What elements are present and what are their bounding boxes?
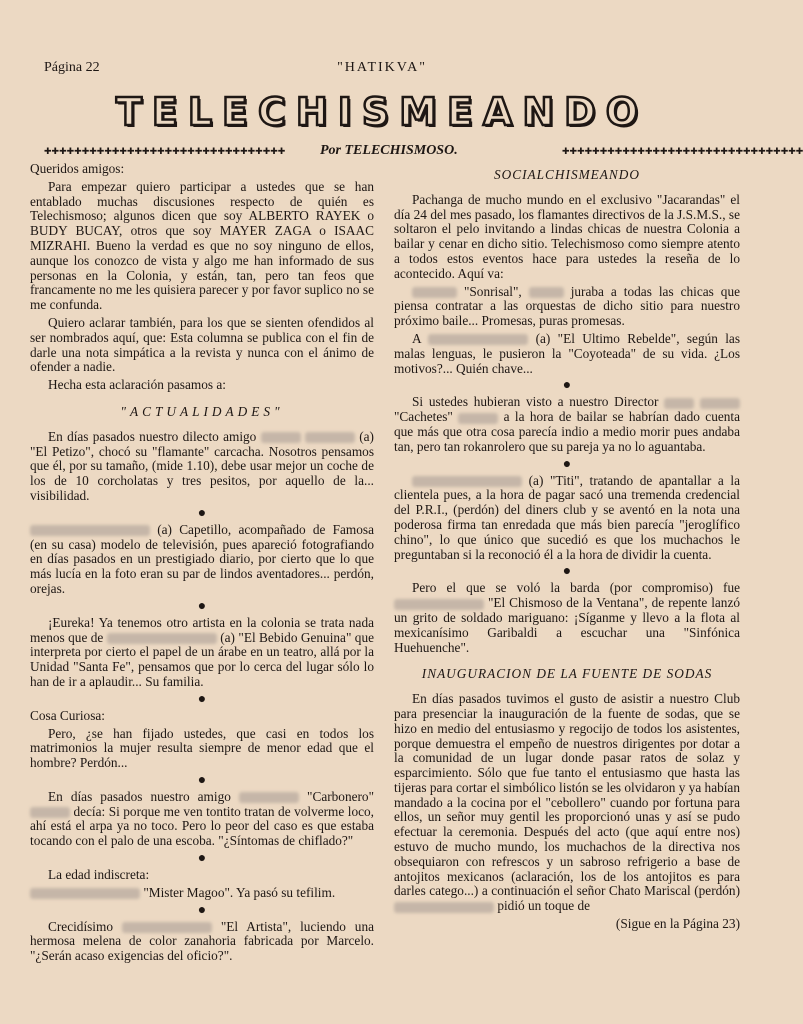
redacted-name: [529, 287, 564, 298]
section-heading-inauguracion: INAUGURACION DE LA FUENTE DE SODAS: [421, 666, 713, 682]
redacted-name: [30, 525, 150, 536]
page-number: Página 22: [44, 60, 100, 75]
redacted-name: [394, 902, 494, 913]
redacted-name: [428, 334, 528, 345]
news-item: ¡Eureka! Ya tenemos otro artista en la colonia se trata nada menos que de (a) "El Bebido Genuina" que interpreta por cierto el papel de un árabe en un teatro, allá por la Unidad "Santa Fe", pensamos que por lo cerca del lugar sólo lo han de ir a aplaudir... Su familia.: [30, 614, 374, 689]
redacted-name: [394, 599, 484, 610]
redacted-name: [664, 398, 694, 409]
redacted-name: [412, 287, 457, 298]
news-item: Pero el que se voló la barda (por compromiso) fue "El Chismoso de la Ventana", de repente lanzó un grito de soldado mariguano: ¡Síganme y llevo a la flota al mexicanísimo Garibaldi a escuchar una "Sinfónica Huehuenche".: [394, 580, 740, 655]
paragraph: En días pasados tuvimos el gusto de asistir a nuestro Club para presenciar la inauguración de la fuente de sodas, que se hizo en medio del entusiasmo y regocijo de todos los asistentes, porque demuestra el empeño de nuestros dirigentes por dotar a la comunidad de un lugar donde pasar ratos de solaz y esparcimiento. Sólo que fue tanto el entusiasmo que hasta las tijeras para cortar el simbólico listón se les olvidaron y ya habían mandado a la cocina por el "cebollero" cuando por fortuna para ellos, un señor muy gentil les proporcionó unas y así se pudo efectuar la ceremonia. Después del acto (que aquí entre nos) estuvo de mucho mundo, los muchachos de la directiva nos obsequiaron con refrescos y un sabroso refrigerio a base de antojitos mexicanos (aclaración, los de los antojitos es para darles catego...) a continuación el señor Chato Mariscal (perdón) pidió un toque de: [394, 691, 740, 914]
bullet-dot: ●: [562, 378, 572, 394]
column-title: TELECHISMEANDO: [115, 90, 649, 134]
paragraph: Quiero aclarar también, para los que se sienten ofendidos al ser nombrados aquí, que: Esta columna se publica con el fin de darle una nota simpática a la revista y nunca con el ánimo de ofender a nadie.: [30, 314, 374, 375]
redacted-name: [700, 398, 740, 409]
bullet-dot: ●: [562, 564, 572, 580]
bullet-dot: ●: [197, 902, 207, 918]
news-item: En días pasados nuestro dilecto amigo (a) "El Petizo", chocó su "flamante" carcacha. Nosotros pensamos que él, por su tamaño, (mide 1.10), debe usar mejor un coche de los de 10 corcholatas y tres pesitos, por aquello de la... visibilidad.: [30, 428, 374, 503]
news-item: Crecidísimo "El Artista", luciendo una hermosa melena de color zanahoria fabricada por Marcelo. "¿Serán acaso exigencias del oficio?".: [30, 918, 375, 964]
news-item: (a) "Titi", tratando de apantallar a la clientela pues, a la hora de pagar sacó una tremenda credencial del P.R.I., (perdón) del diners club y se aventó en la nota una poderosa firma tan enredada que más bien parecía "jeroglífico chino", lo que único que sucedió es que los muchachos le preguntaban si la reconoció él a la hora de dividir la cuenta.: [394, 472, 741, 562]
redacted-name: [30, 807, 70, 818]
redacted-name: [458, 413, 498, 424]
bullet-dot: ●: [197, 772, 207, 788]
news-item: (a) Capetillo, acompañado de Famosa (en su casa) modelo de televisión, pues apareció fotografiando en días pasados en un prestigiado diario, por cierto que lo que más lucía en la foto eran su par de lindos aventadores... perdón, orejas.: [30, 521, 375, 596]
ornament-rule-left: ✚✚✚✚✚✚✚✚✚✚✚✚✚✚✚✚✚✚✚✚✚✚✚✚✚✚✚✚✚✚✚✚: [44, 146, 286, 156]
right-column: [394, 168, 740, 932]
news-item: A (a) "El Ultimo Rebelde", según las malas lenguas, le pusieron la "Coyoteada" de su vida. ¿Los motivos?... Quién chave...: [394, 330, 741, 376]
left-column: [30, 162, 374, 967]
redacted-name: [239, 792, 299, 803]
redacted-name: [30, 888, 140, 899]
bullet-dot: ●: [562, 456, 572, 472]
section-heading-actualidades: "ACTUALIDADES": [120, 403, 284, 419]
redacted-name: [305, 432, 355, 443]
news-item: En días pasados nuestro amigo "Carbonero" decía: Si porque me ven tontito tratan de volverme loco, ahí está el arpa ya no toco. Pero lo peor del caso es que estaba tocando con el palo de una escoba. "¿Síntomas de chiflado?": [30, 788, 375, 849]
bullet-dot: ●: [197, 851, 207, 867]
news-item: Pero, ¿se han fijado ustedes, que casi en todos los matrimonios la mujer resulta siempre de menor edad que el hombre? Perdón...: [30, 725, 374, 771]
continued-note: (Sigue en la Página 23): [615, 916, 740, 932]
byline: Por TELECHISMOSO.: [320, 143, 458, 158]
news-item: "Sonrisal", juraba a todas las chicas que piensa contratar a las orquestas de dicho sitio para nuestro próximo baile... Promesas, puras promesas.: [394, 283, 740, 329]
paragraph: Para empezar quiero participar a ustedes que se han entablado muchas discusiones respecto de quién es Telechismoso; algunos dicen que soy ALBERTO RAYEK o BUDY BUCAY, otros que soy MAYER ZAGA o ISAAC MIZRAHI. Bueno la verdad es que no soy ninguno de ellos, aunque los conozco de vista y algo me han informado de sus personas en la Colonia, y están, tan, pero tan feos que francamente no me les quisiera parecer y por favor suplico no se me confunda.: [30, 178, 374, 313]
section-heading-socialchismeando: SOCIALCHISMEANDO: [493, 167, 640, 182]
redacted-name: [107, 633, 217, 644]
redacted-name: [412, 476, 522, 487]
redacted-name: [261, 432, 301, 443]
paragraph: Pachanga de mucho mundo en el exclusivo "Jacarandas" el día 24 del mes pasado, los flamantes directivos de la J.S.M.S., se soltaron el pelo invitando a lindas chicas de nuestra Colonia a bailar y cenar en dicho sitio. Telechismoso como siempre atento a todos estos eventos hace para ustedes la reseña de lo acontecido. Aquí va:: [394, 191, 740, 281]
news-item: "Mister Magoo". Ya pasó su tefilim.: [30, 886, 374, 901]
ornament-rule-right: ✚✚✚✚✚✚✚✚✚✚✚✚✚✚✚✚✚✚✚✚✚✚✚✚✚✚✚✚✚✚✚✚: [562, 146, 803, 156]
greeting: Queridos amigos:: [30, 161, 125, 176]
bullet-dot: ●: [197, 505, 207, 521]
bullet-dot: ●: [197, 598, 207, 614]
news-item: Si ustedes hubieran visto a nuestro Director "Cachetes" a la hora de bailar se habrían dado cuenta que más que otra cosa parecía indio a medio morir pues andaba tan, pero tan rokanrolero que su pareja ya no lo aguantaba.: [394, 394, 741, 454]
subheading: La edad indiscreta:: [48, 867, 150, 883]
paragraph: Hecha esta aclaración pasamos a:: [48, 377, 226, 393]
magazine-name: "HATIKVA": [337, 60, 427, 75]
subheading: Cosa Curiosa:: [30, 707, 105, 723]
redacted-name: [122, 922, 212, 933]
bullet-dot: ●: [197, 691, 207, 707]
